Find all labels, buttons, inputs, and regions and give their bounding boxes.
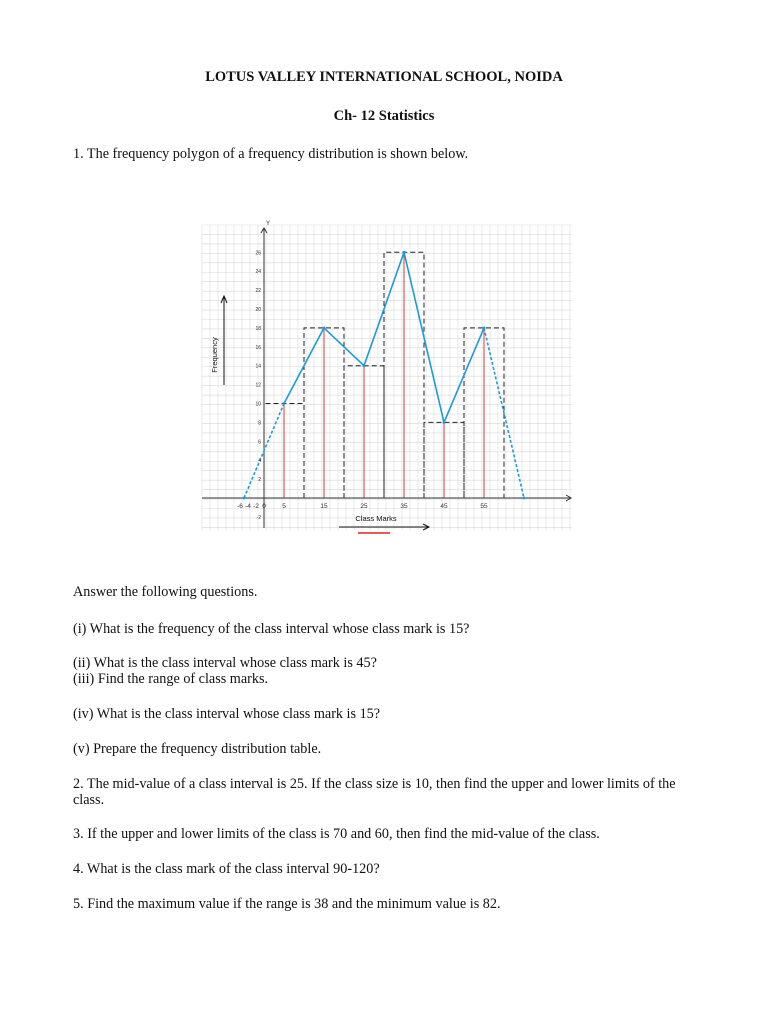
question-ii: (ii) What is the class interval whose class mark is 45? [73, 655, 377, 671]
y-tick-label: 12 [255, 382, 261, 389]
x-tick-label: 55 [480, 503, 488, 510]
x-tick-label: -2 [253, 503, 259, 510]
x-tick-label: -4 [245, 503, 251, 510]
y-tick-label: 10 [255, 401, 261, 408]
polygon-point [483, 327, 486, 330]
y-tick-label: 26 [255, 250, 261, 257]
polygon-point [443, 421, 446, 424]
y-tick-label: 2 [258, 477, 261, 484]
question-1: 1. The frequency polygon of a frequency distribution is shown below. [73, 146, 469, 162]
y-tick-label: 8 [258, 420, 261, 427]
polygon-point [283, 402, 286, 405]
y-tick-label: 22 [255, 288, 261, 295]
x-tick-label: 15 [320, 503, 328, 510]
x-tick-label: 45 [440, 503, 448, 510]
y-tick-label: 24 [255, 269, 261, 276]
question-iii: (iii) Find the range of class marks. [73, 671, 269, 687]
chapter-title: Ch- 12 Statistics [333, 108, 435, 124]
question-i: (i) What is the frequency of the class interval whose class mark is 15? [73, 621, 470, 637]
y-tick-label: 6 [258, 439, 261, 446]
polygon-point [363, 364, 366, 367]
question-2: 2. The mid-value of a class interval is 25. If the class size is 10, then find the upper and lower limits of the class. [73, 776, 676, 808]
y-tick-label: 20 [255, 307, 261, 313]
y-tick-label: 14 [255, 363, 261, 370]
question-3: 3. If the upper and lower limits of the class is 70 and 60, then find the mid-value of the class. [73, 826, 600, 842]
y-axis-letter: Y [265, 221, 271, 227]
x-tick-label: -6 [237, 503, 243, 510]
question-4: 4. What is the class mark of the class interval 90-120? [73, 861, 380, 877]
polygon-point [323, 327, 326, 330]
question-5: 5. Find the maximum value if the range is 38 and the minimum value is 82. [73, 896, 501, 912]
polygon-point [523, 497, 526, 500]
frequency-polygon-chart [200, 215, 575, 535]
y-axis-title: Frequency [210, 337, 219, 373]
question-iv: (iv) What is the class interval whose class mark is 15? [73, 706, 381, 722]
school-name: LOTUS VALLEY INTERNATIONAL SCHOOL, NOIDA [205, 69, 563, 85]
question-v: (v) Prepare the frequency distribution table. [73, 741, 322, 757]
polygon-point [403, 251, 406, 254]
y-tick-label: -2 [256, 514, 261, 521]
x-tick-label: 25 [360, 503, 368, 510]
y-tick-label: 16 [255, 344, 261, 351]
x-tick-label: 35 [400, 503, 408, 510]
x-tick-label: 0 [262, 503, 266, 510]
chart-labels [210, 221, 488, 533]
x-axis-title: Class Marks [355, 514, 397, 523]
y-tick-label: 18 [255, 325, 261, 332]
y-tick-label: 4 [258, 458, 261, 465]
answer-intro: Answer the following questions. [73, 584, 258, 600]
polygon-point [243, 497, 246, 500]
x-tick-label: 5 [282, 503, 286, 510]
